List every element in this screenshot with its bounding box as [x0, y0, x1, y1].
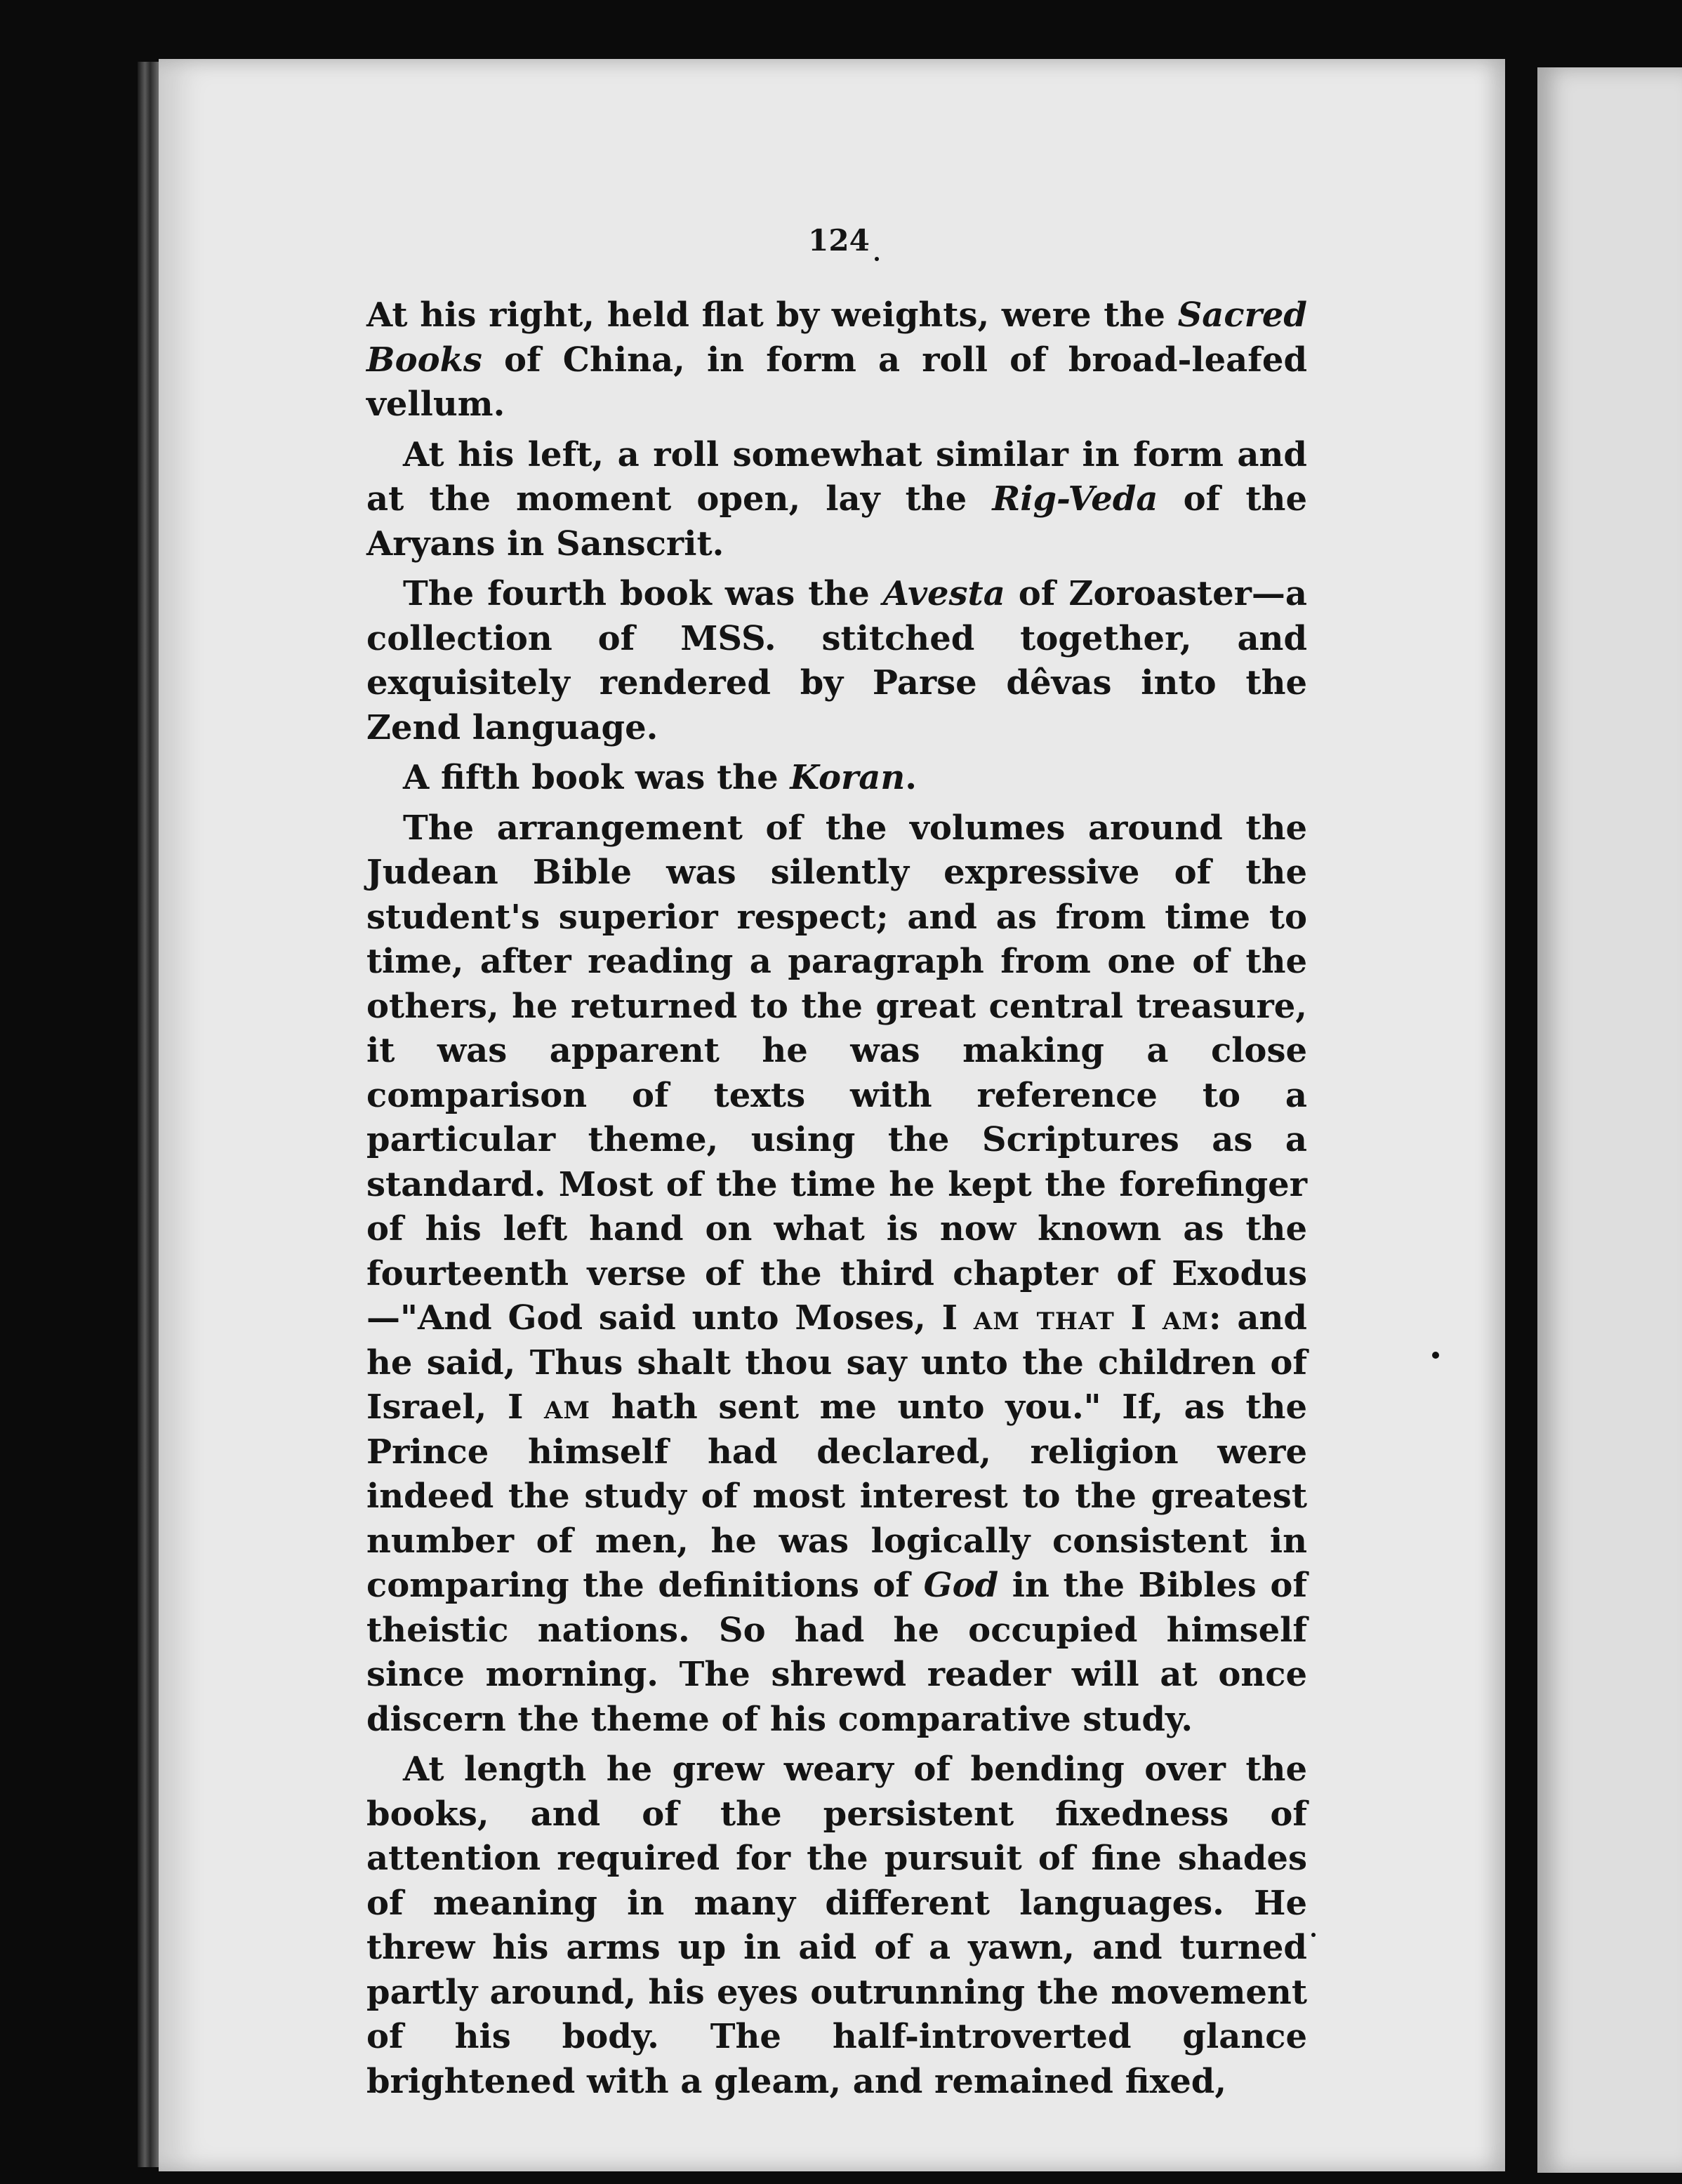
smallcaps-am-that: am that	[973, 1298, 1115, 1338]
paragraph-5-text: The arrangement of the volumes around the Judean Bible was silently expressive of the student's superior respect; and as from time to time, after reading a paragraph from one of the others, he returned to the great central treasure, it was apparent he was making a close comparison of texts with reference to a particular theme, using the Scriptures as a standard. Most of the time he kept the forefinger of his left hand on what is now known as the fourteenth verse of the third chapter of Exodus—"And God said unto Moses, I	[366, 808, 1307, 1338]
page-number: 124	[808, 223, 870, 258]
smallcaps-am-2: am	[544, 1387, 591, 1427]
paragraph-3	[366, 572, 1307, 750]
paragraph-5	[366, 806, 1307, 1743]
ink-speck	[1311, 1933, 1316, 1937]
page-text	[366, 293, 1307, 2110]
title-rig-veda: Rig-Veda	[992, 479, 1158, 519]
paragraph-1	[366, 293, 1307, 427]
paragraph-1-text-end: of China, in form a roll of broad-leafed vellum.	[366, 340, 1307, 424]
paragraph-2-text: At his left, a roll somewhat similar in form and at the moment open, lay the	[366, 434, 1307, 519]
italic-god: God	[923, 1566, 999, 1605]
paragraph-2	[366, 433, 1307, 567]
paragraph-2-text-end: of the Aryans in Sanscrit.	[366, 479, 1307, 564]
paragraph-6	[366, 1747, 1307, 2104]
smallcaps-am-1: am	[1162, 1298, 1209, 1338]
title-avesta: Avesta	[882, 574, 1005, 613]
paragraph-4-text-end: .	[905, 758, 918, 797]
facing-page-edge	[1537, 67, 1682, 2173]
paragraph-6-text: At length he grew weary of bending over the books, and of the persistent fixedness of attention required for the pursuit of fine shades of meaning in many different languages. He threw his arms up in aid of a yawn, and turned partly around, his eyes outrunning the movement of his body. The half-introverted glance brightened with a gleam, and remained fixed,	[366, 1750, 1307, 2101]
title-sacred-books: Sacred Books	[366, 295, 1307, 380]
paragraph-4-text: A fifth book was the	[403, 758, 790, 797]
ink-speck	[875, 257, 879, 261]
paragraph-3-text: The fourth book was the	[403, 574, 883, 613]
title-koran: Koran	[790, 758, 906, 797]
paragraph-5-text-c: : and he said, Thus shalt thou say unto the children of Israel, I	[366, 1298, 1307, 1427]
ink-speck	[1432, 1352, 1439, 1359]
paragraph-1-text: At his right, held flat by weights, were the	[366, 295, 1178, 335]
paragraph-5-text-end: in the Bibles of theistic nations. So had he occupied himself since morning. The shrewd reader will at once discern the theme of his comparative study.	[366, 1566, 1307, 1739]
paragraph-5-text-b: I	[1114, 1298, 1163, 1338]
book-binding-edge	[138, 62, 159, 2167]
paragraph-4	[366, 756, 1307, 801]
paragraph-3-text-end: of Zoroaster—a collection of MSS. stitched together, and exquisitely rendered by Parse dêvas into the Zend language.	[366, 574, 1307, 747]
paragraph-5-text-d: hath sent me unto you." If, as the Prince himself had declared, religion were indeed the study of most interest to the greatest number of men, he was logically consistent in comparing the definitions of	[366, 1387, 1308, 1605]
